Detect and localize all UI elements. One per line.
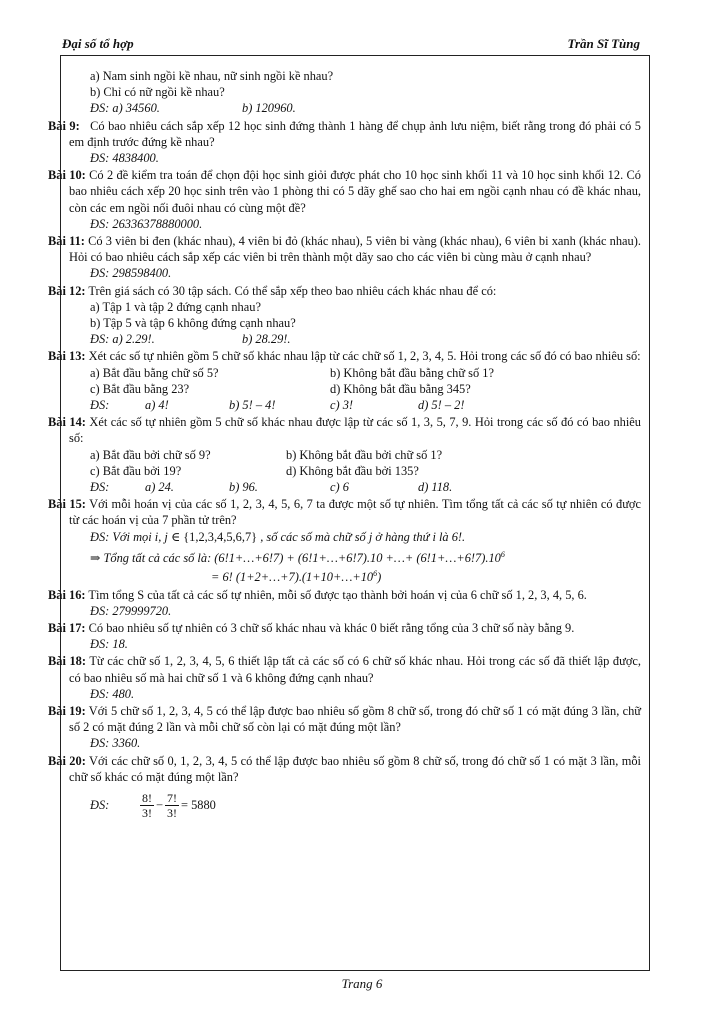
bai-17 [48,620,641,636]
bai-15-label: Bài 15: [48,497,86,512]
bai-20-f2-num: 7! [167,790,177,805]
bai-12-ans-a: ĐS: a) 2.29!. [90,332,155,347]
bai-12-b: b) Tập 5 và tập 6 không đứng cạnh nhau? [90,316,296,331]
content-frame [48,55,650,971]
bai-12-text: Trên giá sách có 30 tập sách. Có thể sắp xếp theo bao nhiêu cách khác nhau để có: [88,283,497,298]
bai-15-text: Với mỗi hoán vị của các số 1, 2, 3, 4, 5, 6, 7 ta được một số tự nhiên. Tìm tổng tất cả các số tự nhiên có được từ các hoán vị của 7 phần tử trên? [69,497,641,528]
bai-11-text: Có 3 viên bi đen (khác nhau), 4 viên bi đỏ (khác nhau), 5 viên bi vàng (khác nhau), 6 viên bi xanh (khác nhau). Hỏi có bao nhiêu cách sắp xếp các viên bi trên thành một dãy sao cho các viên bi cùng màu ở cạnh nhau? [69,234,641,265]
bai-20-text: Với các chữ số 0, 1, 2, 3, 4, 5 có thể lập được bao nhiêu số gồm 8 chữ số, trong đó chữ số 1 có mặt 3 lần, mỗi chữ số khác có mặt đúng một lần? [69,753,641,784]
header-left: Đại số tổ hợp [62,36,134,51]
bai-13-row2 [69,381,641,397]
bai-9-text: Có bao nhiêu cách sắp xếp 12 học sinh đứng thành 1 hàng để chụp ảnh lưu niệm, biết rằng trong đó phải có 5 em định trước đứng kề nhau? [69,118,642,149]
bai-18-answer: ĐS: 480. [90,686,135,701]
bai-15-ans2a: ⇒ Tổng tất cả các số là: (6!1+…+6!7) + (6!1+…+6!7).10 +…+ (6!1+…+6!7).10 [90,551,501,566]
top-answer [69,100,641,116]
bai-12-label: Bài 12: [48,283,86,298]
bai-14-label: Bài 14: [48,415,86,430]
bai-15-ans3b: ) [377,570,382,585]
bai-10-label: Bài 10: [48,168,86,183]
bai-10-text: Có 2 đề kiểm tra toán để chọn đội học sinh giỏi được phát cho 10 học sinh khối 11 và 10 học sinh khối 12. Có bao nhiêu cách xếp 20 học sinh trên vào 1 phòng thi có 5 dãy ghế sao cho hai em ngồi cạnh nhau có đề khác nhau, còn các em ngồi nối đuôi nhau có cùng một đề? [69,168,641,215]
bai-15-ans3 [69,566,641,585]
bai-20-answer [69,791,641,820]
bai-11-answer: ĐS: 298598400. [90,266,172,281]
bai-20 [48,753,641,785]
bai-20-ans-label: ĐS: [90,798,110,813]
bai-20-f1-den: 3! [142,805,152,820]
bai-13-ans1: a) 4! [145,398,169,413]
bai-20-minus: − [156,798,163,813]
bai-11-label: Bài 11: [48,234,85,249]
bai-12-ans-b: b) 28.29!. [242,332,291,347]
bai-20-frac2 [165,791,179,820]
bai-14-ans1: a) 24. [145,480,174,495]
bai-14-ans2: b) 96. [229,480,258,495]
bai-13-row1 [69,365,641,381]
bai-13-ans3: c) 3! [330,398,354,413]
bai-9 [48,118,642,150]
top-ans-a: ĐS: a) 34560. [90,101,160,116]
page-header [62,36,640,54]
bai-20-frac1 [140,791,154,820]
top-b: b) Chỉ có nữ ngồi kề nhau? [90,85,225,100]
bai-20-f2-den: 3! [167,805,177,820]
bai-14-row2 [69,463,641,479]
bai-14-d: d) Không bắt đầu bởi 135? [286,463,419,478]
bai-14-b: b) Không bắt đầu bởi chữ số 1? [286,447,443,462]
bai-14-row1 [69,447,641,463]
bai-14-ans3: c) 6 [330,480,349,495]
page-number: Trang 6 [341,976,383,991]
bai-13-c: c) Bắt đầu bằng 23? [90,381,190,396]
bai-13-text: Xét các số tự nhiên gồm 5 chữ số khác nhau lập từ các chữ số 1, 2, 3, 4, 5. Hỏi trong các số đó có bao nhiêu số: [88,349,641,364]
bai-14-c: c) Bắt đầu bởi 19? [90,463,182,478]
bai-15-ans3a: = 6! (1+2+…+7).(1+10+…+10 [211,570,374,585]
bai-10 [48,167,641,216]
top-a: a) Nam sinh ngồi kề nhau, nữ sinh ngồi kề nhau? [90,69,334,83]
bai-13 [48,348,641,364]
bai-11 [48,233,641,265]
bai-20-f1-num: 8! [142,790,152,805]
bai-12-answer [69,331,641,347]
bai-16-label: Bài 16: [48,587,86,602]
bai-13-ans2: b) 5! – 4! [229,398,276,413]
bai-14 [48,414,641,446]
bai-15-ans2exp: 6 [500,549,505,559]
bai-18-label: Bài 18: [48,654,86,669]
bai-15-ans3exp: 6 [373,569,378,579]
bai-16 [48,587,641,603]
bai-17-text: Có bao nhiêu số tự nhiên có 3 chữ số khác nhau và khác 0 biết rằng tổng của 3 chữ số này bằng 9. [88,620,575,635]
bai-19-text: Với 5 chữ số 1, 2, 3, 4, 5 có thể lập được bao nhiêu số gồm 8 chữ số, trong đó chữ số 1 có mặt đúng 3 lần, chữ số 2 có mặt đúng 2 lần và mỗi chữ số còn lại có mặt đúng một lần? [69,703,642,735]
bai-13-ans0: ĐS: [90,398,110,413]
bai-12 [48,283,641,299]
top-ans-b: b) 120960. [242,101,296,116]
bai-14-ans4: d) 118. [418,480,453,495]
bai-20-label: Bài 20: [48,753,86,768]
bai-13-d: d) Không bắt đầu bằng 345? [330,381,471,396]
bai-19-label: Bài 19: [48,703,86,718]
bai-15-ans1 [69,529,641,545]
bai-9-answer: ĐS: 4838400. [90,151,159,166]
bai-18 [48,653,641,685]
bai-10-answer: ĐS: 26336378880000. [90,216,203,231]
bai-19-answer: ĐS: 3360. [90,736,141,751]
bai-15-set: {1,2,3,4,5,6,7} [183,529,258,544]
bai-13-label: Bài 13: [48,349,86,364]
bai-20-result: = 5880 [181,798,216,813]
bai-17-label: Bài 17: [48,620,86,635]
bai-14-answer [69,479,641,495]
bai-13-ans4: d) 5! – 2! [418,398,465,413]
content [48,68,642,820]
bai-16-text: Tìm tổng S của tất cả các số tự nhiên, mỗi số được tạo thành bởi hoán vị của 6 chữ số 1, 2, 3, 4, 5, 6. [88,587,587,602]
bai-17-answer: ĐS: 18. [90,637,128,652]
bai-9-label: Bài 9: [48,118,80,133]
bai-15-ans2 [69,547,641,566]
bai-13-answer [69,397,641,413]
bai-14-ans0: ĐS: [90,480,110,495]
bai-15-ans1a: ĐS: Với mọi i, j ∈ [90,529,184,544]
bai-16-answer: ĐS: 279999720. [90,603,172,618]
bai-13-b: b) Không bắt đầu bằng chữ số 1? [330,365,494,380]
bai-15 [48,496,641,528]
bai-13-a: a) Bắt đầu bằng chữ số 5? [90,365,219,380]
bai-14-a: a) Bắt đầu bởi chữ số 9? [90,447,211,462]
bai-15-ans1b: , số các số mà chữ số j ở hàng thứ i là 6!. [257,529,466,544]
header-right: Trần Sĩ Tùng [567,36,640,51]
bai-19 [48,703,642,735]
bai-18-text: Từ các chữ số 1, 2, 3, 4, 5, 6 thiết lập tất cả các số có 6 chữ số khác nhau. Hỏi trong các số đã thiết lập được, có bao nhiêu số mà hai chữ số 1 và 6 không đứng cạnh nhau? [69,654,641,685]
bai-14-text: Xét các số tự nhiên gồm 5 chữ số khác nhau được lập từ các số 1, 3, 5, 7, 9. Hỏi trong các số đó có bao nhiêu số: [69,415,641,446]
bai-12-a: a) Tập 1 và tập 2 đứng cạnh nhau? [90,299,261,314]
